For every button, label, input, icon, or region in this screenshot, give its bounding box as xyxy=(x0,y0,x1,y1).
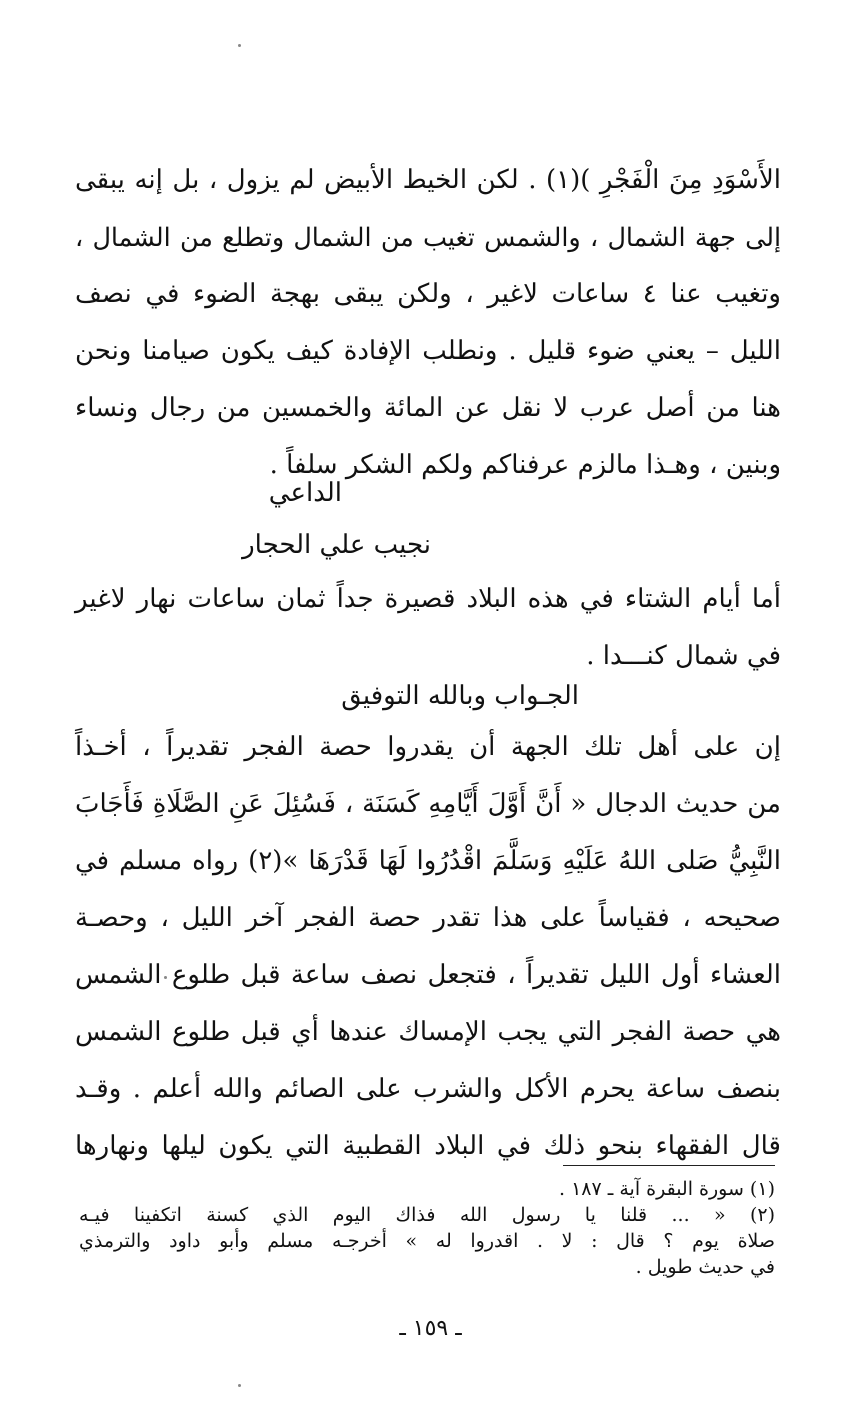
text-line: وبنين ، وهـذا مالزم عرفناكم ولكم الشكر سلفاً . xyxy=(269,450,781,480)
text-line: الأَسْوَدِ مِنَ الْفَجْرِ )(١) . لكن الخيط الأبيض لم يزول ، بل إنه يبقى xyxy=(75,165,781,195)
text-line: هي حصة الفجر التي يجب الإمساك عندها أي قبل طلوع الشمس xyxy=(75,1017,781,1047)
text-line: الليل – يعني ضوء قليل . ونطلب الإفادة كيف يكون صيامنا ونحن xyxy=(75,336,781,366)
footnote-line: (٢) « ... قلنا يا رسول الله فذاك اليوم الذي كسنة اتكفينا فيـه xyxy=(79,1204,775,1226)
footnote-line: في حديث طويل . xyxy=(635,1256,775,1278)
text-line: إن على أهل تلك الجهة أن يقدروا حصة الفجر تقديراً ، أخـذاً xyxy=(75,732,781,762)
text-line: وتغيب عنا ٤ ساعات لاغير ، ولكن يبقى بهجة الضوء في نصف xyxy=(75,279,781,309)
footnotes xyxy=(79,1176,775,1280)
winter-paragraph xyxy=(75,571,781,685)
footnote-line: (١) سورة البقرة آية ـ ١٨٧ . xyxy=(558,1178,775,1200)
text-line: هنا من أصل عرب لا نقل عن المائة والخمسين من رجال ونساء xyxy=(75,393,781,423)
text-line: صحيحه ، فقياساً على هذا تقدر حصة الفجر آخر الليل ، وحصـة xyxy=(75,903,781,933)
question-paragraph xyxy=(75,152,781,494)
text-line: النَّبِيُّ صَلى اللهُ عَلَيْهِ وَسَلَّمَ اقْدُرُوا لَهَا قَدْرَهَا »(٢) رواه مسلم في xyxy=(75,846,782,876)
answer-heading: الجـواب وبالله التوفيق xyxy=(341,681,579,711)
text-line: من حديث الدجال « أَنَّ أَوَّلَ أَيَّامِهِ كَسَنَة ، فَسُئِلَ عَنِ الصَّلَاةِ فَأَجَابَ xyxy=(75,789,781,819)
answer-paragraph xyxy=(75,719,781,1175)
signature-name: نجيب علي الحجار xyxy=(242,530,431,560)
scan-speck xyxy=(238,44,241,47)
scan-speck xyxy=(238,1384,241,1387)
footnote-divider xyxy=(563,1165,775,1166)
text-line: بنصف ساعة يحرم الأكل والشرب على الصائم والله أعلم . وقـد xyxy=(75,1074,781,1104)
text-line: إلى جهة الشمال ، والشمس تغيب من الشمال وتطلع من الشمال ، xyxy=(75,222,781,252)
text-line: قال الفقهاء بنحو ذلك في البلاد القطبية التي يكون ليلها ونهارها xyxy=(75,1131,781,1161)
text-line: في شمال كنـــدا . xyxy=(586,641,781,671)
text-line: أما أيام الشتاء في هذه البلاد قصيرة جداً ثمان ساعات نهار لاغير xyxy=(75,584,781,614)
footnote-line: صلاة يوم ؟ قال : لا . اقدروا له » أخرجـه مسلم وأبو داود والترمذي xyxy=(79,1230,775,1252)
text-line: العشاء أول الليل تقديراً ، فتجعل نصف ساعة قبل طلوع الشمس xyxy=(75,960,781,990)
page-number: ـ ١٥٩ ـ xyxy=(399,1316,462,1341)
signature-title: الداعي xyxy=(268,478,342,508)
